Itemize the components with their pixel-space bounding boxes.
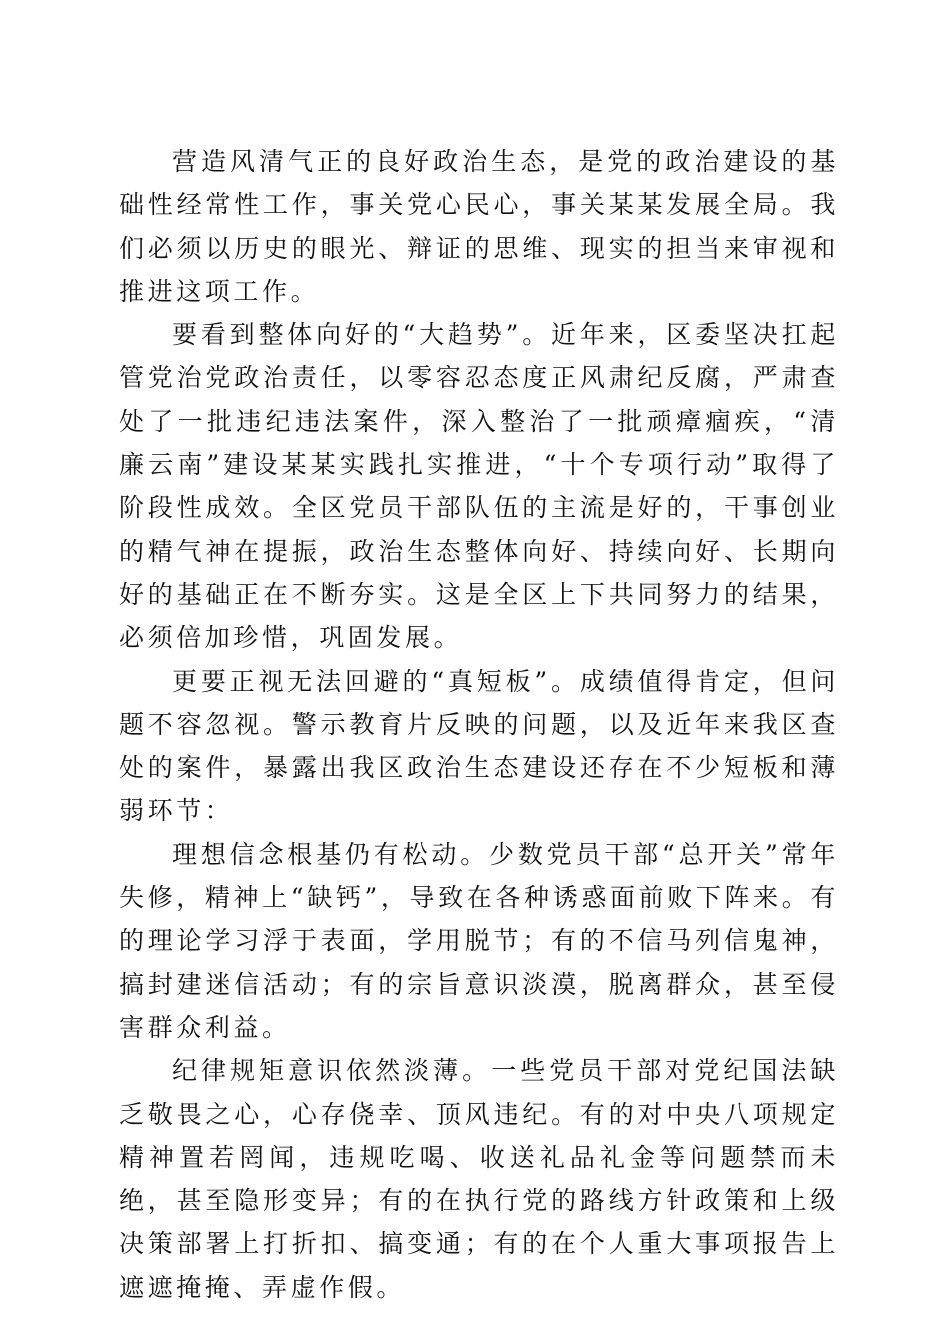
paragraph-ideals-beliefs: 理想信念根基仍有松动。少数党员干部“总开关”常年失修，精神上“缺钙”，导致在各种诱惑面前败下阵来。有的理论学习浮于表面，学用脱节；有的不信马列信鬼神，搞封建迷信活动；有的宗旨意识淡漠，脱离群众，甚至侵害群众利益。: [119, 839, 839, 1042]
paragraph-shortcomings: 更要正视无法回避的“真短板”。成绩值得肯定，但问题不容忽视。警示教育片反映的问题，以及近年来我区查处的案件，暴露出我区政治生态建设还存在不少短板和薄弱环节：: [119, 666, 839, 826]
document-body: [119, 140, 839, 1309]
paragraph-intro: 营造风清气正的良好政治生态，是党的政治建设的基础性经常性工作，事关党心民心，事关某某发展全局。我们必须以历史的眼光、辩证的思维、现实的担当来审视和推进这项工作。: [119, 147, 839, 306]
paragraph-discipline-rules: 纪律规矩意识依然淡薄。一些党员干部对党纪国法缺乏敬畏之心，心存侥幸、顶风违纪。有的对中央八项规定精神置若罔闻，违规吃喝、收送礼品礼金等问题禁而未绝，甚至隐形变异；有的在执行党的路线方针政策和上级决策部署上打折扣、搞变通；有的在个人重大事项报告上遮遮掩掩、弄虚作假。: [119, 1056, 839, 1302]
paragraph-overall-trend: 要看到整体向好的“大趋势”。近年来，区委坚决扛起管党治党政治责任，以零容忍态度正风肃纪反腐，严肃查处了一批违纪违法案件，深入整治了一批顽瘴痼疾，“清廉云南”建设某某实践扎实推进，“十个专项行动”取得了阶段性成效。全区党员干部队伍的主流是好的，干事创业的精气神在提振，政治生态整体向好、持续向好、长期向好的基础正在不断夯实。这是全区上下共同努力的结果，必须倍加珍惜，巩固发展。: [119, 320, 839, 653]
